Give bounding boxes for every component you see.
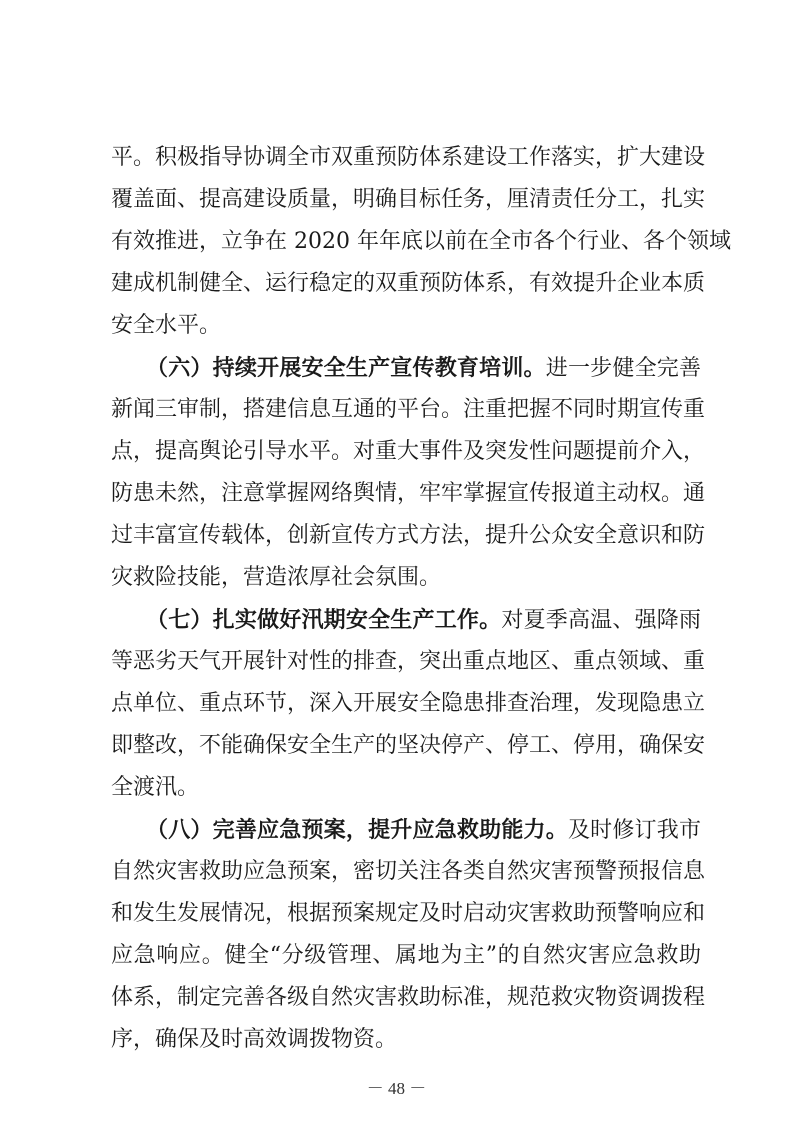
section-first-line	[146, 810, 701, 850]
section-first-line	[146, 600, 701, 640]
body-line: 有效推进，立争在 2020 年年底以前在全市各个行业、各个领域	[111, 229, 731, 254]
section-first-line-text: 对夏季高温、强降雨	[501, 608, 701, 633]
body-line: 应急响应。健全“分级管理、属地为主”的自然灾害应急救助	[111, 943, 701, 968]
body-line: 序，确保及时高效调拨物资。	[111, 1027, 398, 1052]
section-first-line-text: 及时修订我市	[567, 818, 701, 843]
body-line: 平。积极指导协调全市双重预防体系建设工作落实，扩大建设	[111, 145, 706, 170]
body-line: 等恶劣天气开展针对性的排查，突出重点地区、重点领域、重	[111, 649, 706, 674]
body-line: 新闻三审制，搭建信息互通的平台。注重把握不同时期宣传重	[111, 397, 706, 422]
body-line: 安全水平。	[111, 313, 222, 338]
body-line: 和发生发展情况，根据预案规定及时启动灾害救助预警响应和	[111, 901, 706, 926]
body-line: 点，提高舆论引导水平。对重大事件及突发性问题提前介入，	[111, 439, 706, 464]
page-number: － 48 －	[366, 1079, 427, 1098]
section-heading: （六）持续开展安全生产宣传教育培训。	[146, 355, 546, 381]
section-first-line-text: 进一步健全完善	[545, 356, 701, 381]
body-line: 过丰富宣传载体，创新宣传方式方法，提升公众安全意识和防	[111, 523, 706, 548]
body-line: 即整改，不能确保安全生产的坚决停产、停工、停用，确保安	[111, 733, 706, 758]
section-heading: （八）完善应急预案，提升应急救助能力。	[146, 817, 568, 843]
body-line: 覆盖面、提高建设质量，明确目标任务，厘清责任分工，扎实	[111, 187, 706, 212]
body-line: 点单位、重点环节，深入开展安全隐患排查治理，发现隐患立	[111, 691, 706, 716]
body-line: 防患未然，注意掌握网络舆情，牢牢掌握宣传报道主动权。通	[111, 481, 706, 506]
body-line: 灾救险技能，营造浓厚社会氛围。	[111, 565, 442, 590]
body-line: 全渡汛。	[111, 775, 200, 800]
section-first-line	[146, 348, 701, 388]
body-line: 自然灾害救助应急预案，密切关注各类自然灾害预警预报信息	[111, 859, 706, 884]
body-line: 建成机制健全、运行稳定的双重预防体系，有效提升企业本质	[111, 271, 706, 296]
section-heading: （七）扎实做好汛期安全生产工作。	[146, 607, 502, 633]
body-line: 体系，制定完善各级自然灾害救助标准，规范救灾物资调拨程	[111, 985, 706, 1010]
